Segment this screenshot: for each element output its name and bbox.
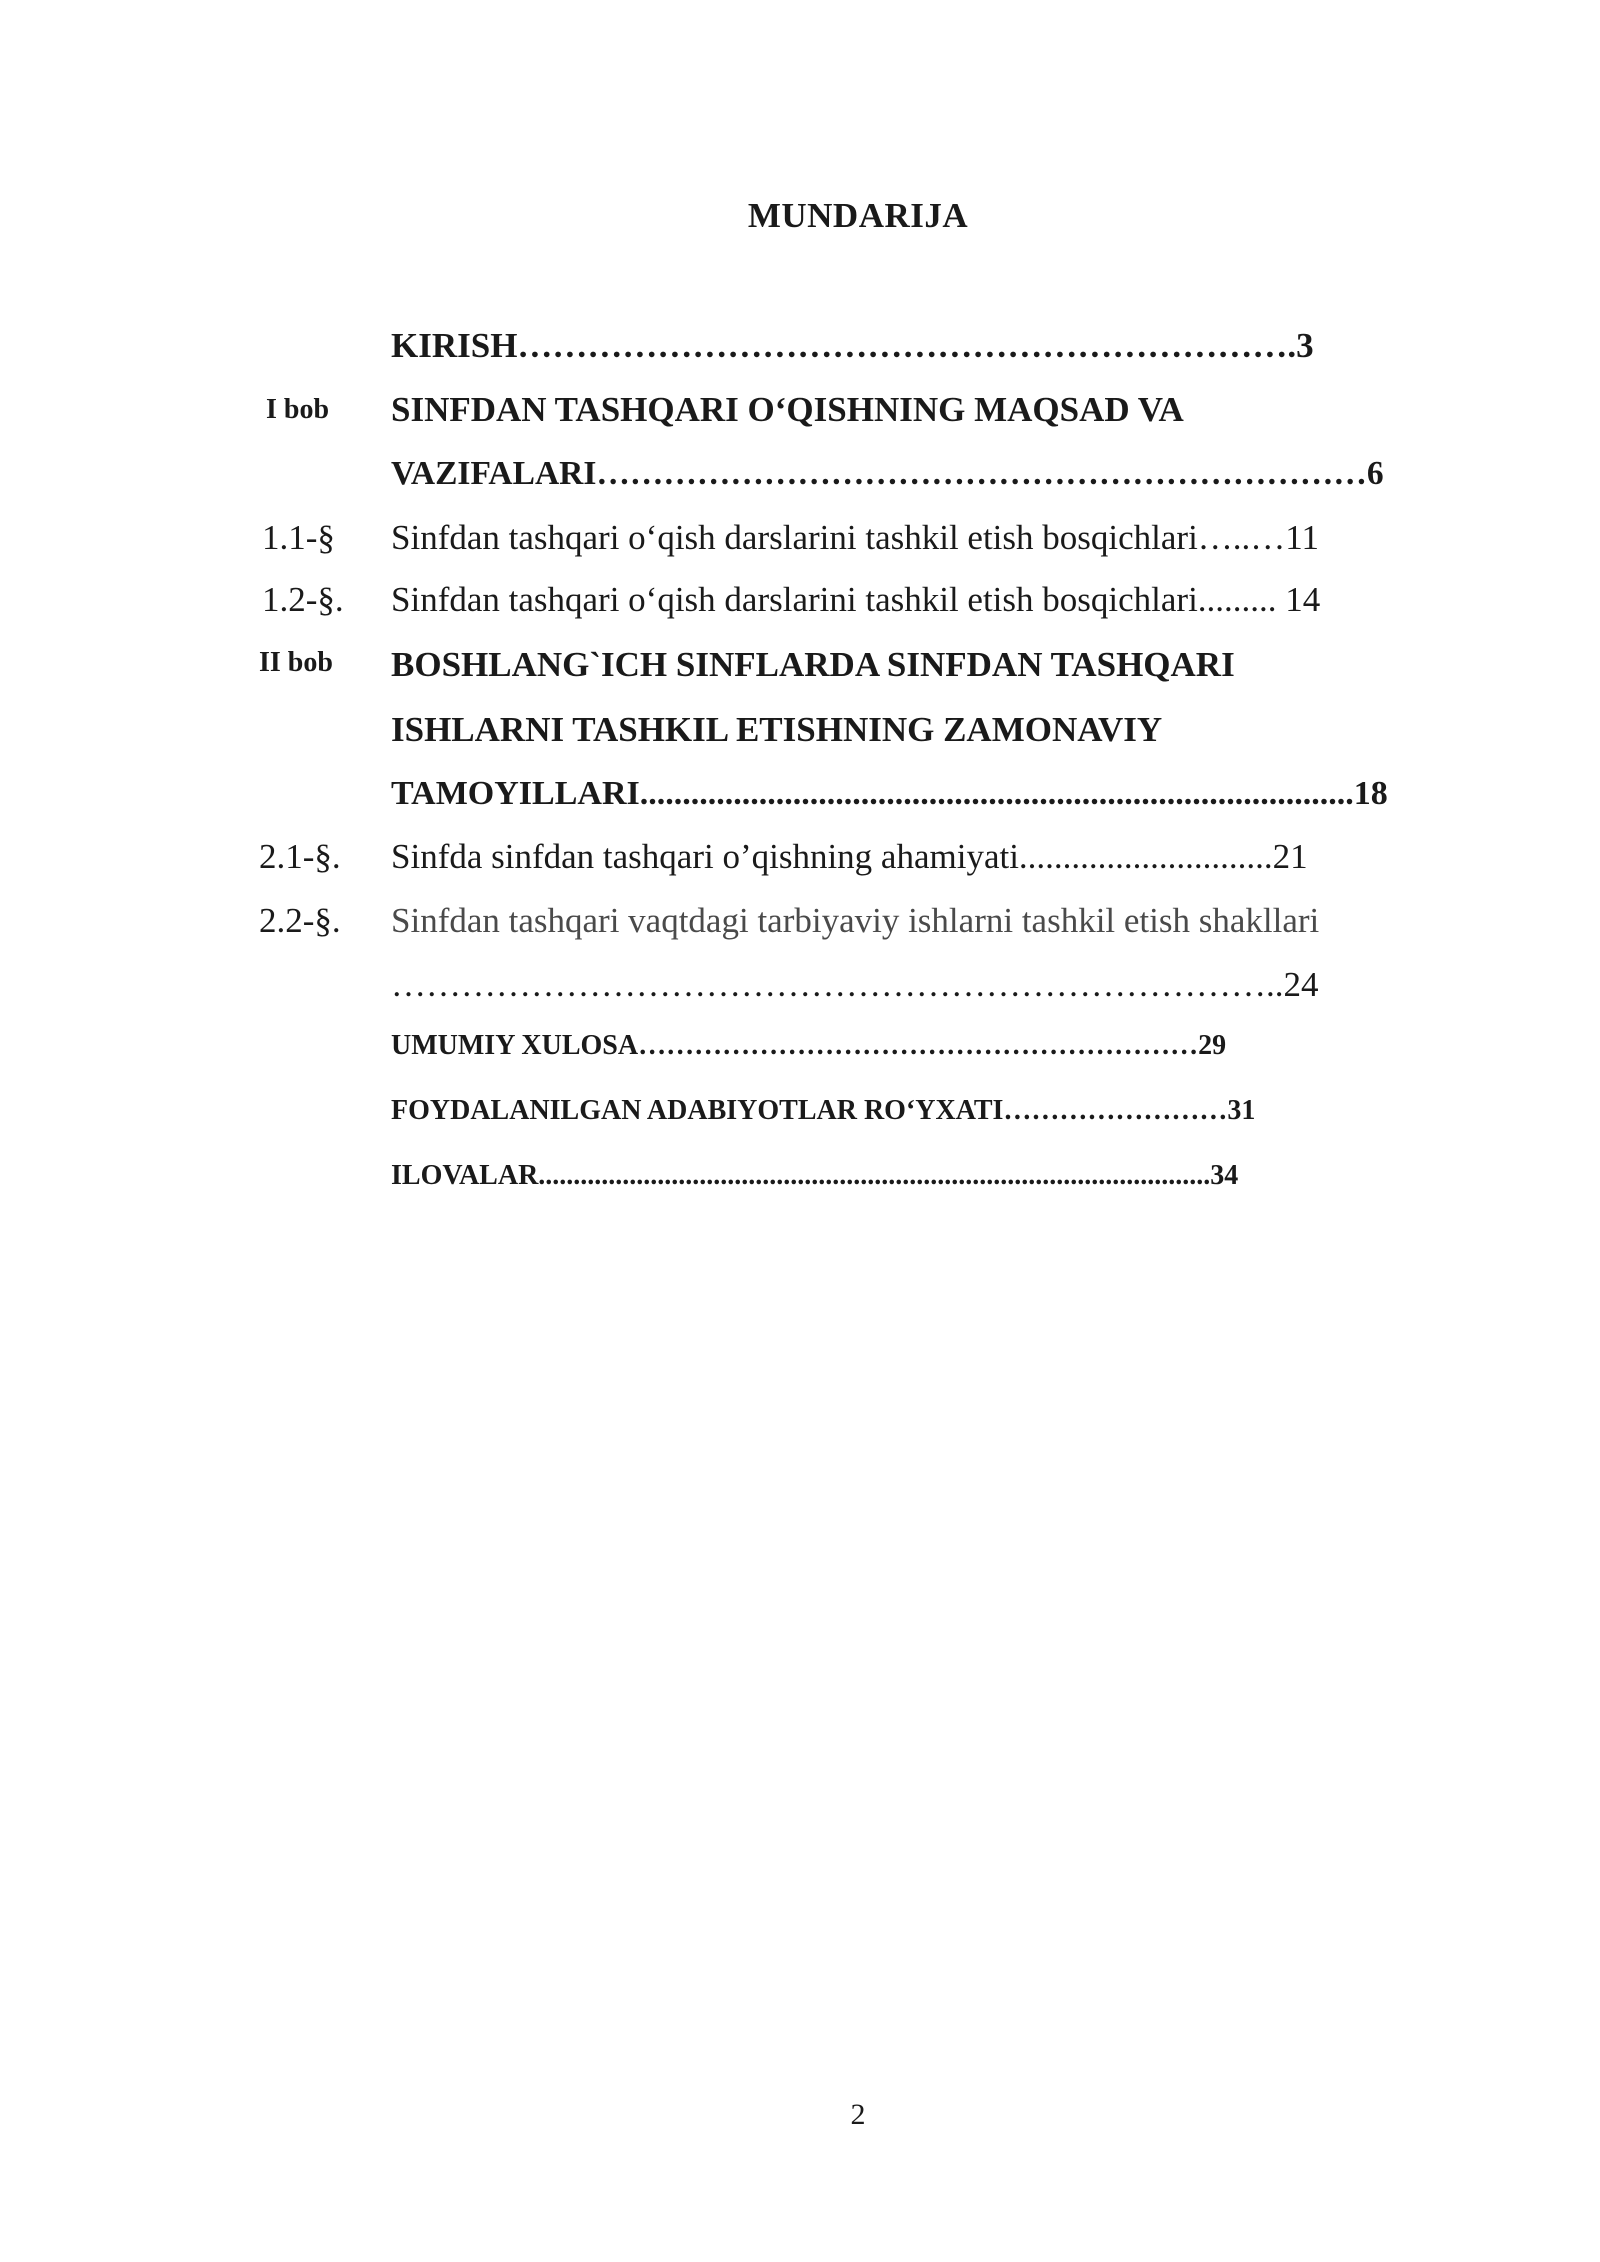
toc-label-section-2-1: 2.1-§. — [259, 837, 341, 876]
toc-entry-section-2-2-line-1[interactable]: Sinfdan tashqari vaqtdagi tarbiyaviy ishlarni tashkil etish shakllari — [391, 901, 1320, 940]
toc-entry-chapter-1-line-2[interactable] — [391, 455, 1384, 493]
toc-entry-references[interactable]: FOYDALANILGAN ADABIYOTLAR RO‘YXATI……………………31 — [391, 1095, 1256, 1126]
toc-label-chapter-2: II bob — [259, 647, 333, 678]
toc-entry-section-2-1[interactable]: Sinfda sinfdan tashqari o’qishning ahamiyati.............................21 — [391, 837, 1308, 876]
page-number: 2 — [850, 2098, 866, 2131]
toc-entry-appendices[interactable]: ILOVALAR................................................................................................34 — [391, 1160, 1239, 1191]
page-title: MUNDARIJA — [747, 196, 969, 235]
toc-entry-chapter-1-line-2-text: VAZIFALARI……………………………………………………………6 — [391, 455, 1384, 492]
toc-label-section-1-2: 1.2-§. — [262, 580, 344, 619]
toc-entry-section-1-2[interactable]: Sinfdan tashqari o‘qish darslarini tashkil etish bosqichlari......... 14 — [391, 580, 1321, 619]
toc-entry-chapter-2-line-3[interactable] — [391, 775, 1388, 813]
toc-entry-section-1-1[interactable]: Sinfdan tashqari o‘qish darslarini tashkil etish bosqichlari…..…11 — [391, 518, 1319, 557]
toc-label-section-2-2: 2.2-§. — [259, 901, 341, 940]
toc-label-section-1-1: 1.1-§ — [262, 518, 335, 557]
toc-entry-conclusion[interactable]: UMUMIY XULOSA……………………………………………………29 — [391, 1030, 1227, 1061]
toc-entry-chapter-2-line-2[interactable]: ISHLARNI TASHKIL ETISHNING ZAMONAVIY — [391, 710, 1163, 749]
toc-entry-chapter-2-line-1[interactable]: BOSHLANG`ICH SINFLARDA SINFDAN TASHQARI — [391, 645, 1235, 684]
toc-entry-kirish[interactable]: KIRISH………………………………………………………….3 — [391, 326, 1314, 365]
toc-entry-chapter-2-line-3-text: TAMOYILLARI....................................................................................18 — [391, 775, 1388, 812]
toc-entry-chapter-1-line-1[interactable]: SINFDAN TASHQARI O‘QISHNING MAQSAD VA — [391, 390, 1184, 429]
toc-label-chapter-1: I bob — [266, 394, 330, 425]
toc-entry-section-2-2-line-2[interactable]: …………………………………………………………………..24 — [391, 965, 1319, 1004]
